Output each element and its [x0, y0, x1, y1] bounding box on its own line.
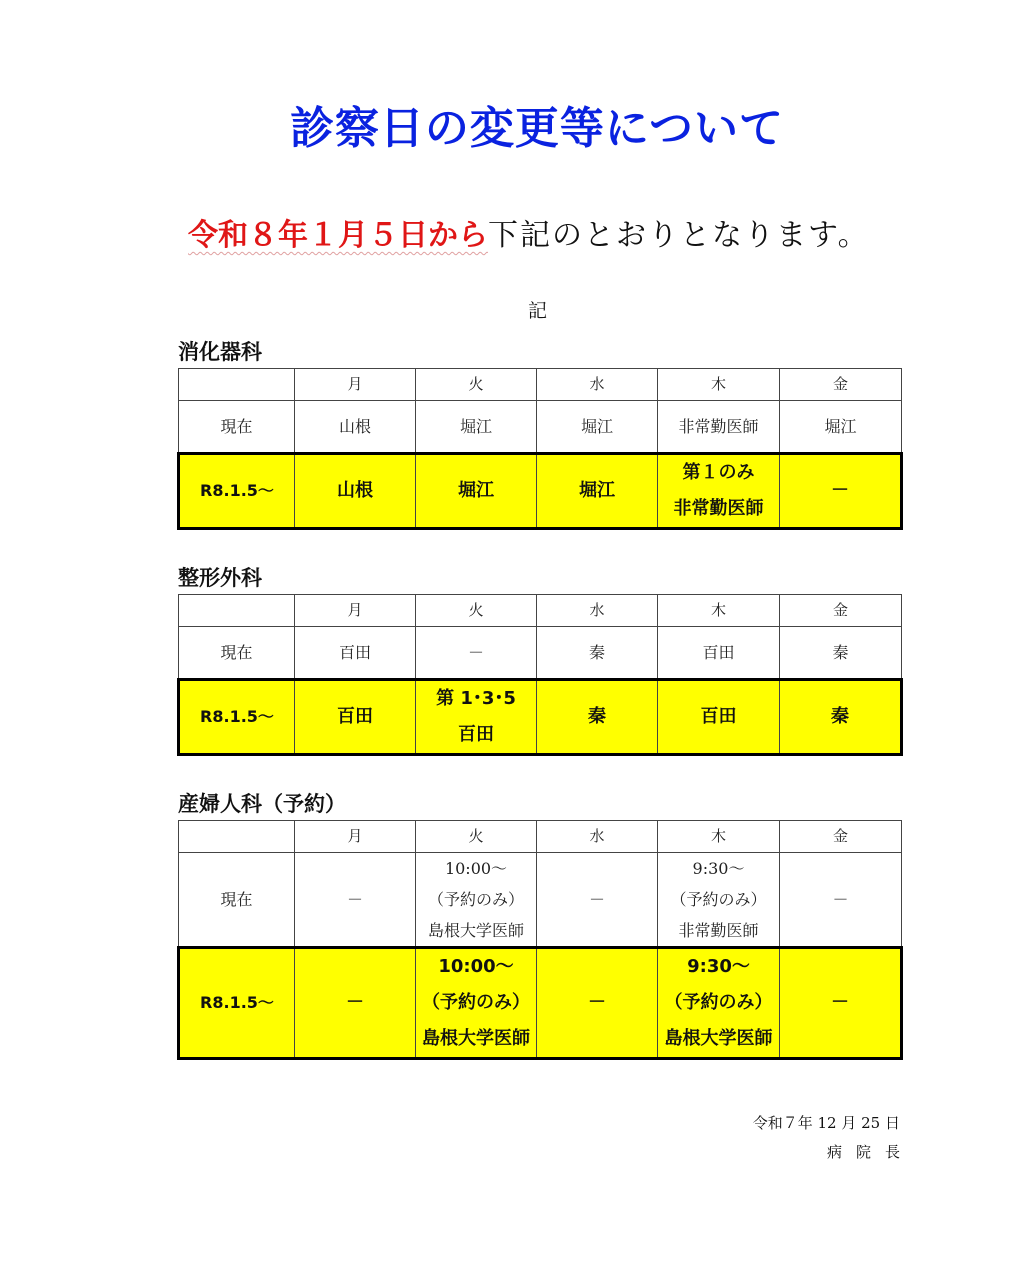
new-cell	[658, 454, 780, 529]
row-label-current: 現在	[179, 853, 295, 948]
cell-line: －	[831, 992, 849, 1013]
signature: 病院長	[826, 1143, 914, 1161]
header-day: 火	[416, 821, 537, 853]
cell-line: 百田	[338, 643, 371, 662]
cell-line: 10:00～	[444, 859, 508, 878]
cell-line: 島根大学医師	[664, 1028, 773, 1049]
new-cell	[537, 948, 658, 1059]
cell-line: （予約のみ）	[427, 890, 524, 909]
cell-line: （予約のみ）	[664, 992, 773, 1013]
cell-line: 9:30～	[687, 956, 750, 977]
cell-line: 百田	[702, 643, 735, 662]
dept-title-obgyn: 産婦人科（予約）	[178, 792, 346, 816]
cell-line: 9:30～	[692, 859, 745, 878]
header-day: 金	[780, 369, 902, 401]
current-cell	[416, 401, 537, 454]
cell-line: 秦	[832, 643, 849, 662]
header-blank	[179, 595, 295, 627]
header-day: 火	[416, 595, 537, 627]
cell-line: 百田	[458, 724, 494, 745]
current-row	[179, 627, 902, 680]
schedule-table-ortho	[177, 594, 903, 756]
current-cell	[537, 853, 658, 948]
new-cell	[416, 454, 537, 529]
cell-line: 島根大学医師	[422, 1028, 530, 1049]
new-cell	[658, 948, 780, 1059]
cell-line: 百田	[337, 706, 373, 727]
current-cell	[658, 627, 780, 680]
cell-line: 堀江	[824, 417, 857, 436]
header-day: 金	[780, 595, 902, 627]
header-day: 木	[658, 821, 780, 853]
cell-line: （予約のみ）	[422, 992, 530, 1013]
current-cell	[780, 401, 902, 454]
row-label-new: R8.1.5～	[179, 948, 295, 1059]
cell-line: 山根	[337, 480, 373, 501]
current-cell	[658, 853, 780, 948]
new-row	[179, 680, 902, 755]
cell-line: －	[346, 890, 363, 909]
cell-line: 秦	[588, 706, 606, 727]
table-header-row	[179, 821, 902, 853]
notice-rest: 下記のとおりとなります。	[488, 218, 870, 253]
cell-line: 山根	[338, 417, 371, 436]
header-day: 水	[537, 821, 658, 853]
cell-line: 秦	[588, 643, 605, 662]
header-day: 水	[537, 369, 658, 401]
new-cell	[658, 680, 780, 755]
cell-line: 非常勤医師	[678, 417, 759, 436]
cell-line: －	[831, 480, 849, 501]
current-cell	[780, 853, 902, 948]
cell-line: －	[832, 890, 849, 909]
cell-line: 島根大学医師	[427, 921, 524, 940]
new-cell	[537, 680, 658, 755]
schedule-table-obgyn	[177, 820, 903, 1060]
dept-title-ortho: 整形外科	[178, 566, 262, 590]
cell-line: 百田	[700, 706, 737, 727]
header-day: 木	[658, 369, 780, 401]
cell-line: 非常勤医師	[673, 498, 764, 519]
page-title: 診察日の変更等について	[289, 103, 785, 154]
current-cell	[537, 401, 658, 454]
new-cell	[416, 680, 537, 755]
table-header-row	[179, 369, 902, 401]
current-cell	[537, 627, 658, 680]
new-cell	[295, 680, 416, 755]
cell-line: 10:00～	[438, 956, 514, 977]
current-cell	[295, 627, 416, 680]
cell-line: 非常勤医師	[678, 921, 759, 940]
new-cell	[537, 454, 658, 529]
row-label-new: R8.1.5～	[179, 454, 295, 529]
cell-line: －	[588, 890, 605, 909]
current-cell	[416, 627, 537, 680]
cell-line: 第１のみ	[682, 462, 755, 483]
cell-line: －	[346, 992, 364, 1013]
table-header-row	[179, 595, 902, 627]
cell-line: 堀江	[458, 480, 494, 501]
header-day: 月	[295, 821, 416, 853]
current-row	[179, 401, 902, 454]
schedule-table-gastro	[177, 368, 903, 530]
header-blank	[179, 821, 295, 853]
new-cell	[780, 454, 902, 529]
ki-mark: 記	[528, 300, 548, 322]
new-row	[179, 454, 902, 529]
issue-date: 令和７年 12 月 25 日	[752, 1114, 900, 1132]
header-day: 木	[658, 595, 780, 627]
row-label-current: 現在	[179, 401, 295, 454]
current-cell	[416, 853, 537, 948]
new-cell	[780, 680, 902, 755]
row-label-current: 現在	[179, 627, 295, 680]
cell-line: 堀江	[459, 417, 492, 436]
cell-line: 秦	[831, 706, 849, 727]
header-blank	[179, 369, 295, 401]
cell-line: －	[588, 992, 606, 1013]
dept-title-gastro: 消化器科	[178, 340, 262, 364]
current-cell	[780, 627, 902, 680]
cell-line: －	[467, 643, 484, 662]
current-row	[179, 853, 902, 948]
new-cell	[295, 454, 416, 529]
cell-line: 第 1･3･5	[436, 688, 516, 709]
header-day: 水	[537, 595, 658, 627]
effective-date: 令和８年１月５日から	[188, 218, 488, 253]
header-day: 金	[780, 821, 902, 853]
current-cell	[295, 401, 416, 454]
new-row	[179, 948, 902, 1059]
header-day: 火	[416, 369, 537, 401]
new-cell	[295, 948, 416, 1059]
notice-text	[188, 212, 968, 260]
cell-line: 堀江	[580, 417, 613, 436]
new-cell	[416, 948, 537, 1059]
cell-line: 堀江	[579, 480, 615, 501]
current-cell	[658, 401, 780, 454]
new-cell	[780, 948, 902, 1059]
current-cell	[295, 853, 416, 948]
header-day: 月	[295, 369, 416, 401]
row-label-new: R8.1.5～	[179, 680, 295, 755]
header-day: 月	[295, 595, 416, 627]
cell-line: （予約のみ）	[670, 890, 767, 909]
